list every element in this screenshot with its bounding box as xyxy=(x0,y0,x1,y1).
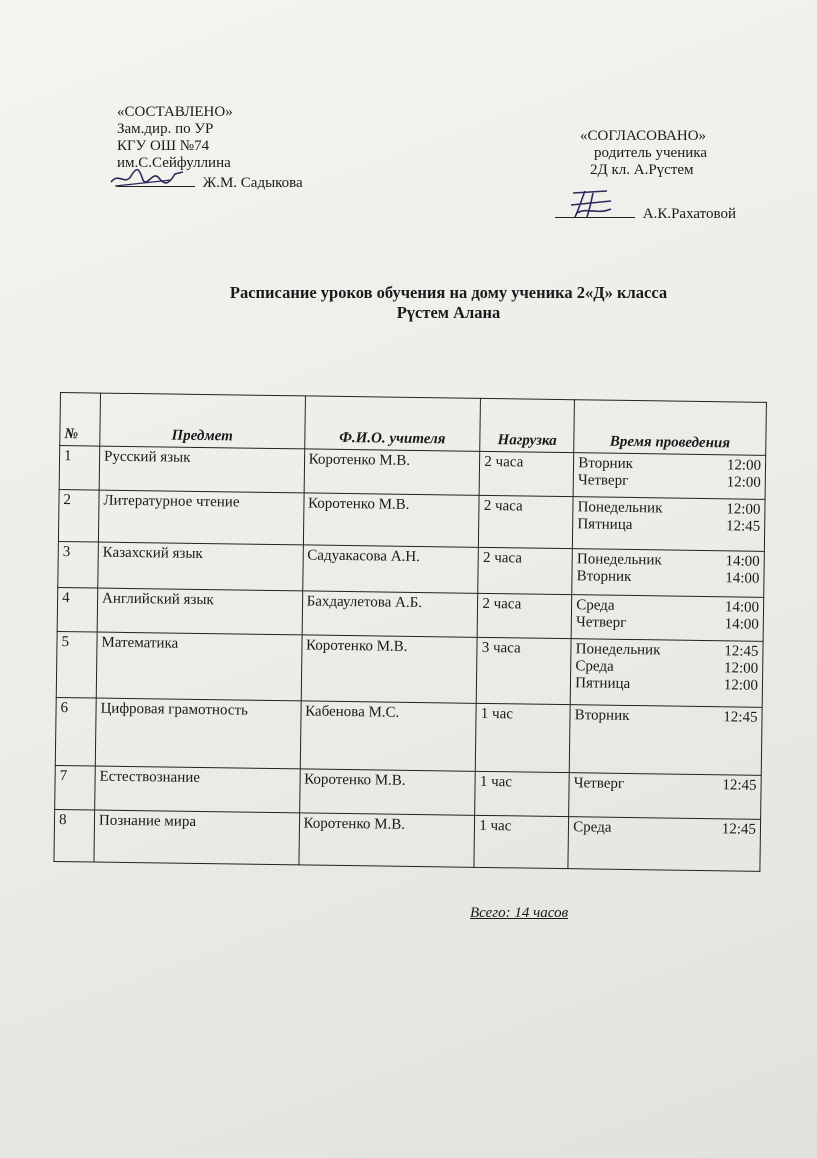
time-slot-day: Четверг xyxy=(573,775,625,792)
row-times xyxy=(572,549,764,598)
row-num: 2 xyxy=(58,489,99,542)
table-header-row xyxy=(60,393,767,456)
title-line1: Расписание уроков обучения на дому ученика 2«Д» класса xyxy=(229,283,668,302)
row-times xyxy=(573,497,766,552)
row-times xyxy=(570,639,763,708)
row-load: 2 часа xyxy=(479,495,574,548)
left-block-line3: им.С.Сейфуллина xyxy=(117,155,231,171)
left-block-line1: Зам.дир. по УР xyxy=(117,121,214,137)
time-slot xyxy=(573,819,756,839)
time-slot xyxy=(578,472,761,492)
time-slot xyxy=(577,568,760,588)
row-teacher: Кабенова М.С. xyxy=(300,701,477,771)
time-slot-day: Четверг xyxy=(575,614,627,631)
time-slot-time: 14:00 xyxy=(725,570,760,587)
row-load: 2 часа xyxy=(477,593,572,638)
right-block-title: «СОГЛАСОВАНО» xyxy=(580,128,707,144)
right-approval-block xyxy=(580,128,707,179)
row-num: 5 xyxy=(56,631,97,698)
right-signer: А.К.Рахатовой xyxy=(642,206,737,222)
row-subject: Естествознание xyxy=(95,766,300,813)
row-load: 1 час xyxy=(476,703,571,772)
time-slot-day: Вторник xyxy=(578,455,634,473)
time-slot-day: Среда xyxy=(576,597,615,614)
table-row xyxy=(55,697,762,775)
time-slot-day: Среда xyxy=(575,658,614,675)
row-teacher: Коротенко М.В. xyxy=(303,493,479,547)
row-teacher: Бахдаулетова А.Б. xyxy=(302,591,478,637)
time-slot xyxy=(574,775,757,795)
row-teacher: Коротенко М.В. xyxy=(299,813,475,867)
time-slot-day: Понедельник xyxy=(577,499,663,517)
time-slot-time: 14:00 xyxy=(724,616,759,633)
row-times xyxy=(569,705,762,776)
left-signer: Ж.М. Садыкова xyxy=(202,175,303,191)
total-hours: Всего: 14 часов xyxy=(470,905,569,921)
right-block-line1: родитель ученика xyxy=(594,145,707,161)
table-row xyxy=(56,631,763,707)
row-subject: Математика xyxy=(96,632,302,701)
time-slot-day: Понедельник xyxy=(576,551,662,569)
time-slot-time: 12:00 xyxy=(723,677,759,694)
row-teacher: Коротенко М.В. xyxy=(299,769,475,815)
time-slot-time: 12:00 xyxy=(726,457,762,474)
time-slot-day: Вторник xyxy=(574,707,630,724)
header-time: Время проведения xyxy=(574,400,767,456)
right-signature-row xyxy=(555,205,736,223)
left-approval-block xyxy=(117,104,303,192)
time-slot-day: Пятница xyxy=(575,675,631,692)
row-times xyxy=(568,817,761,872)
row-times xyxy=(573,453,765,500)
time-slot-day: Четверг xyxy=(577,472,629,489)
time-slot-time: 12:45 xyxy=(723,709,758,726)
time-slot-day: Понедельник xyxy=(575,641,661,659)
left-signature-icon xyxy=(109,164,189,192)
row-teacher: Коротенко М.В. xyxy=(301,635,478,703)
time-slot xyxy=(577,516,760,536)
row-subject: Русский язык xyxy=(99,446,304,493)
row-load: 2 часа xyxy=(478,547,573,594)
row-num: 7 xyxy=(55,765,96,810)
row-num: 8 xyxy=(54,809,95,862)
time-slot-time: 12:45 xyxy=(721,821,757,838)
left-block-title: «СОСТАВЛЕНО» xyxy=(117,104,233,120)
time-slot-time: 12:45 xyxy=(724,643,759,660)
header-subject: Предмет xyxy=(100,393,305,449)
title-line2: Рүстем Алана xyxy=(396,303,501,322)
row-num: 6 xyxy=(55,697,96,766)
row-subject: Литературное чтение xyxy=(98,490,303,545)
right-block-line2: 2Д кл. А.Рүстем xyxy=(590,162,694,178)
row-times xyxy=(569,773,761,820)
schedule-table xyxy=(53,392,766,872)
time-slot-time: 12:45 xyxy=(725,518,761,535)
time-slot-time: 14:00 xyxy=(725,553,760,570)
row-load: 1 час xyxy=(475,771,570,816)
row-subject: Цифровая грамотность xyxy=(95,698,301,769)
time-slot-time: 14:00 xyxy=(724,599,760,616)
row-load: 2 часа xyxy=(479,451,574,496)
row-load: 3 часа xyxy=(476,637,571,704)
time-slot-day: Среда xyxy=(573,819,612,836)
time-slot xyxy=(575,675,758,695)
row-load: 1 час xyxy=(474,815,569,868)
header-load: Нагрузка xyxy=(480,398,575,452)
time-slot xyxy=(576,614,759,634)
row-num: 4 xyxy=(57,587,98,632)
row-teacher: Коротенко М.В. xyxy=(304,449,480,495)
row-num: 1 xyxy=(59,446,100,491)
header-num: № xyxy=(60,393,101,447)
row-times xyxy=(571,595,763,642)
row-subject: Английский язык xyxy=(97,588,302,635)
row-subject: Познание мира xyxy=(94,810,299,865)
time-slot-time: 12:00 xyxy=(723,660,759,677)
time-slot-time: 12:00 xyxy=(726,501,761,518)
right-signature-icon xyxy=(567,187,617,221)
table-row xyxy=(54,809,761,871)
time-slot-time: 12:45 xyxy=(722,777,757,794)
time-slot-time: 12:00 xyxy=(726,474,761,491)
document-title xyxy=(40,283,817,323)
row-teacher: Садуакасова А.Н. xyxy=(302,545,478,593)
row-num: 3 xyxy=(58,541,99,588)
time-slot xyxy=(575,707,758,727)
row-subject: Казахский язык xyxy=(98,542,303,591)
left-block-line2: КГУ ОШ №74 xyxy=(117,138,210,154)
header-teacher: Ф.И.О. учителя xyxy=(304,396,480,451)
time-slot-day: Вторник xyxy=(576,568,632,585)
time-slot-day: Пятница xyxy=(577,516,633,534)
